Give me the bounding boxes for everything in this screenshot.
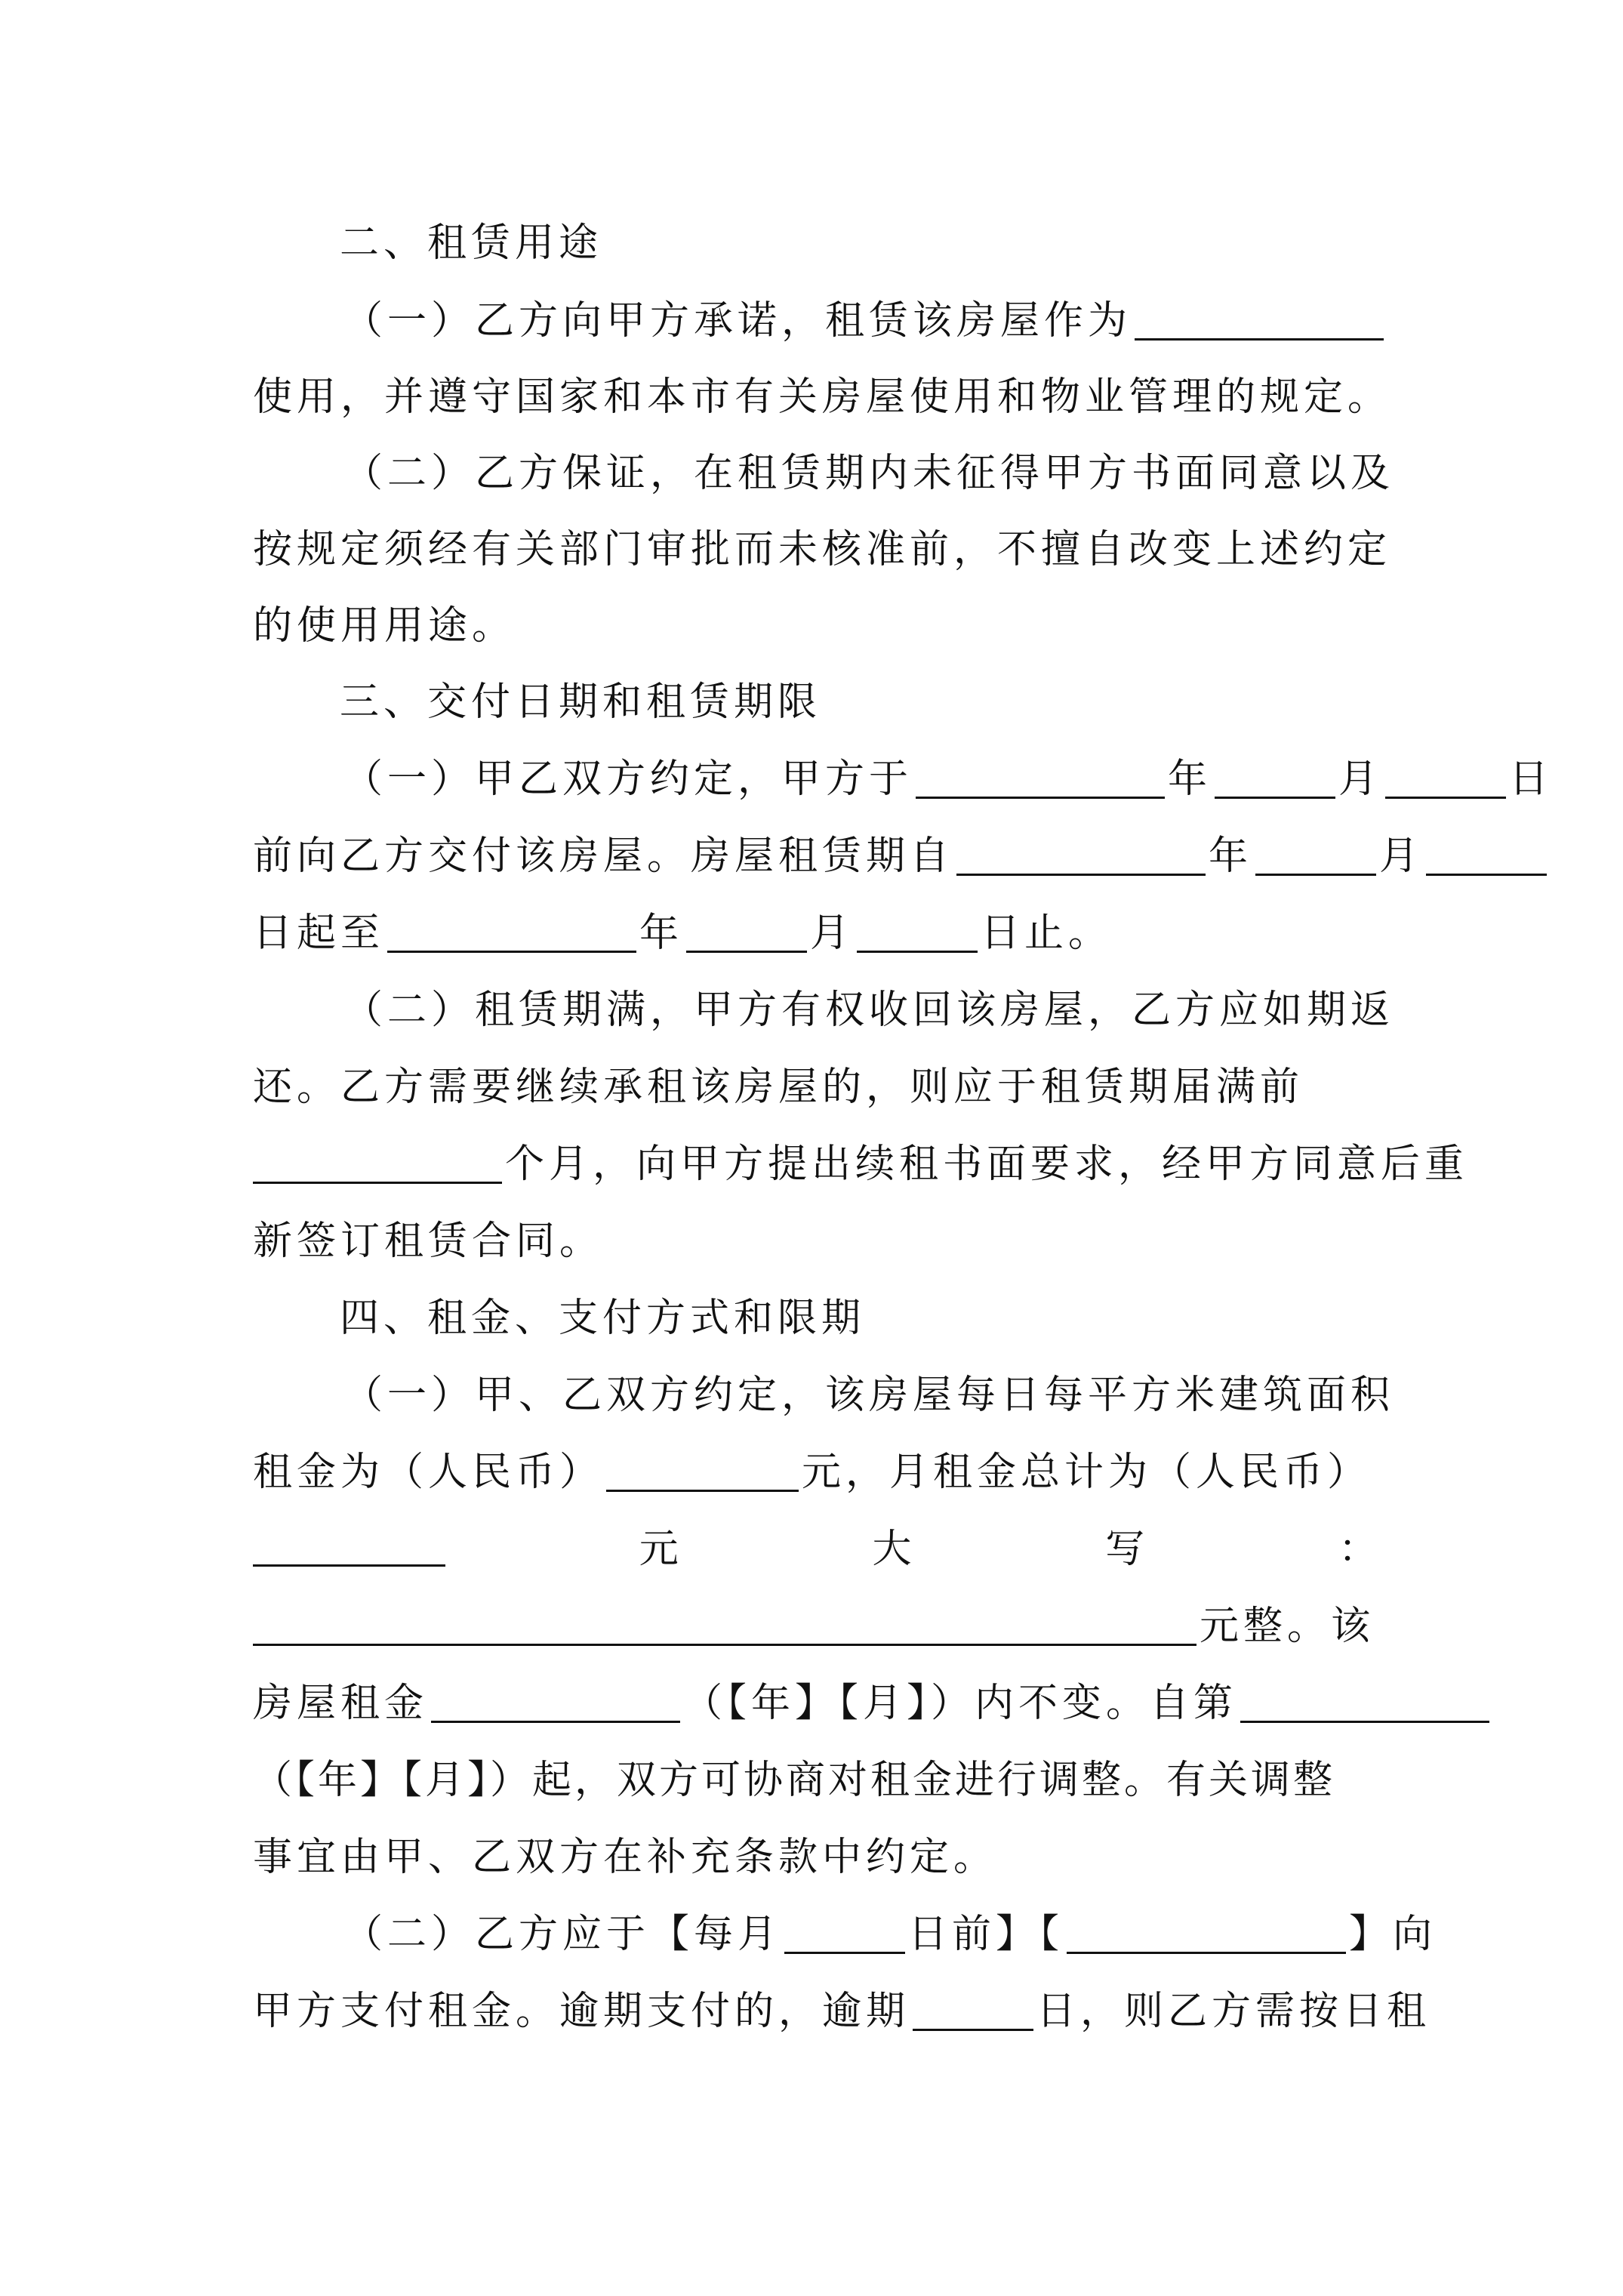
text: 按规定须经有关部门审批而未核准前，不擅自改变上述约定	[253, 527, 1392, 572]
text: （二）乙方应于【每月	[343, 1912, 782, 1957]
text: （一）甲乙双方约定，甲方于	[343, 757, 913, 802]
paragraph-line	[253, 1512, 1378, 1587]
paragraph-line	[253, 1589, 1385, 1664]
text: 日前】【	[908, 1912, 1064, 1957]
text: 年	[1209, 834, 1253, 879]
text: （一）甲、乙双方约定，该房屋每日每平方米建筑面积	[343, 1373, 1395, 1418]
paragraph-line	[343, 283, 1476, 359]
heading-text: 四、租金、支付方式和限期	[340, 1296, 866, 1341]
blank-day[interactable]	[857, 907, 978, 953]
text: 年	[639, 911, 684, 956]
section-3-title	[340, 664, 1472, 740]
blank-month[interactable]	[1215, 753, 1335, 799]
text: 大	[872, 1527, 912, 1572]
text: 日止。	[981, 911, 1113, 956]
text: （【年】【月】）内不变。自第	[683, 1681, 1238, 1726]
paragraph-line	[253, 1435, 1385, 1510]
paragraph-line	[253, 895, 1385, 971]
blank-year[interactable]	[387, 907, 636, 953]
text: 月	[1338, 757, 1383, 802]
text: 甲方支付租金。逾期支付的，逾期	[253, 1989, 910, 2034]
text: 的使用用途。	[253, 603, 516, 649]
text: 日，则乙方需按日租	[1036, 1989, 1431, 2034]
text: （【年】【月】）起，双方可协商对租金进行调整。有关调整	[253, 1758, 1336, 1803]
text: 日起至	[253, 911, 385, 956]
section-4-title	[340, 1281, 1472, 1356]
text: 元，月租金总计为（人民币）	[802, 1450, 1372, 1495]
paragraph-line	[343, 436, 1476, 511]
blank-day[interactable]	[1426, 830, 1547, 876]
paragraph-line	[253, 1049, 1385, 1125]
text: 月	[810, 911, 855, 956]
text: 使用，并遵守国家和本市有关房屋使用和物业管理的规定。	[253, 374, 1392, 420]
text: （二）租赁期满，甲方有权收回该房屋，乙方应如期返	[343, 988, 1395, 1033]
paragraph-line	[343, 741, 1554, 817]
text: 还。乙方需要继续承租该房屋的，则应于租赁期届满前	[253, 1065, 1304, 1110]
blank-pay-other[interactable]	[1067, 1908, 1346, 1954]
text: 年	[1168, 757, 1212, 802]
paragraph-line	[253, 588, 1385, 664]
paragraph-line	[253, 818, 1424, 894]
blank-day[interactable]	[1385, 753, 1506, 799]
blank-year[interactable]	[916, 753, 1165, 799]
paragraph-line	[343, 1897, 1476, 1972]
section-2-title	[340, 205, 1472, 281]
text: 写	[1105, 1527, 1145, 1572]
blank-year[interactable]	[956, 830, 1206, 876]
paragraph-line	[253, 1666, 1385, 1741]
blank-month[interactable]	[1255, 830, 1376, 876]
text: （一）乙方向甲方承诺，租赁该房屋作为	[343, 298, 1132, 344]
text: 个月，向甲方提出续租书面要求，经甲方同意后重	[505, 1142, 1469, 1187]
text: 前向乙方交付该房屋。房屋租赁期自	[253, 834, 954, 879]
blank-month[interactable]	[686, 907, 807, 953]
blank-monthly-rent[interactable]	[253, 1521, 445, 1567]
blank-pay-day[interactable]	[784, 1908, 905, 1954]
text: ：	[1338, 1527, 1378, 1572]
text: 房屋租金	[253, 1681, 429, 1726]
paragraph-line	[343, 972, 1476, 1048]
blank-months[interactable]	[253, 1138, 502, 1184]
text: 新签订租赁合同。	[253, 1219, 604, 1264]
heading-text: 二、租赁用途	[340, 220, 603, 266]
paragraph-line	[253, 1203, 1385, 1279]
blank-overdue-days[interactable]	[913, 1985, 1033, 2031]
paragraph-line	[343, 1358, 1476, 1433]
paragraph-line	[253, 1820, 1385, 1895]
text: 租金为（人民币）	[253, 1450, 604, 1495]
blank-usage[interactable]	[1135, 294, 1384, 341]
blank-adjust-from[interactable]	[1240, 1677, 1489, 1723]
text: 月	[1379, 834, 1424, 879]
heading-text: 三、交付日期和租赁期限	[340, 680, 822, 725]
blank-rent-per-sqm[interactable]	[606, 1446, 799, 1492]
paragraph-line	[253, 359, 1392, 435]
blank-amount-in-words[interactable]	[253, 1600, 1196, 1646]
text: 元	[639, 1527, 679, 1572]
text: 日	[1509, 757, 1554, 802]
paragraph-line	[253, 1126, 1469, 1202]
text: 元整。该	[1200, 1604, 1375, 1649]
paragraph-line	[253, 1743, 1385, 1818]
blank-rent-period[interactable]	[431, 1677, 680, 1723]
text: 事宜由甲、乙双方在补充条款中约定。	[253, 1835, 998, 1880]
paragraph-line	[253, 1974, 1431, 2049]
text: 】向	[1349, 1912, 1437, 1957]
text: （二）乙方保证，在租赁期内未征得甲方书面同意以及	[343, 451, 1395, 496]
paragraph-line	[253, 512, 1392, 587]
